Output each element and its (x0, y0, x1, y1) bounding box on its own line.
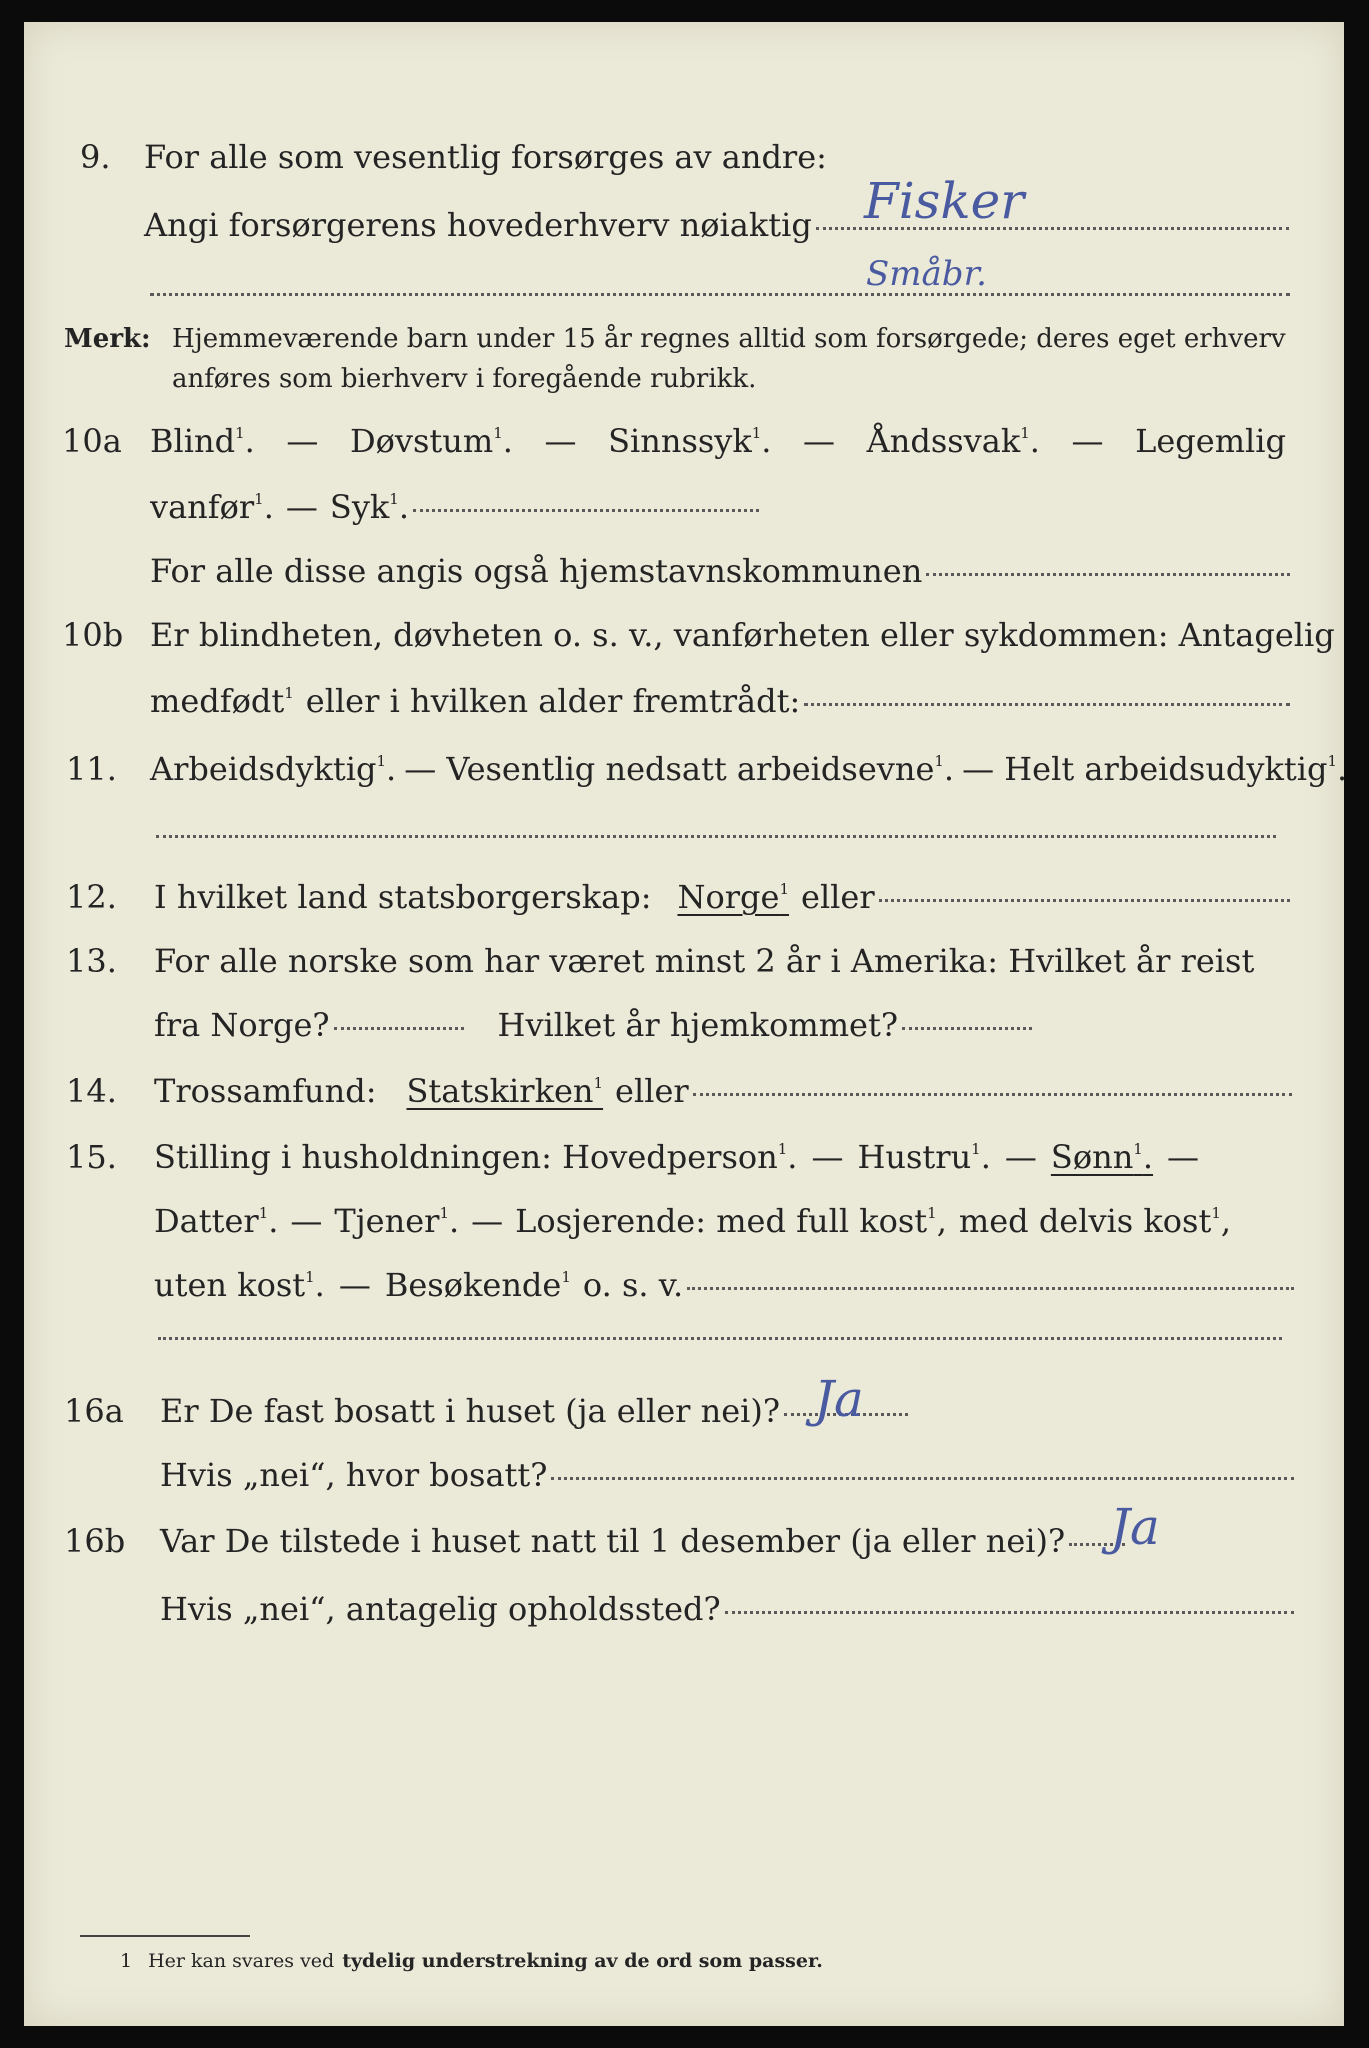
q10b-line1 (150, 616, 1344, 654)
q10b-number: 10b (62, 616, 124, 654)
q9-extra-line[interactable] (150, 292, 1290, 296)
q10a-hjemstavn-label: For alle disse angis også hjemstavnskommunen (150, 552, 923, 590)
option-sonn[interactable]: Sønn$^1$. (1050, 1138, 1154, 1176)
q12-eller: eller (801, 878, 875, 916)
option-medfodt[interactable]: medfødt$^1$ (150, 682, 294, 720)
q15-line3: uten kost$^1$. — Besøkende$^1$ o. s. v. (154, 1266, 1294, 1304)
footnote-separator (80, 1934, 250, 1937)
option-nedsatt[interactable]: — Vesentlig nedsatt arbeidsevne$^1$. (404, 750, 955, 788)
q16b-line2 (160, 1590, 1294, 1628)
q16a-line2 (160, 1456, 1294, 1494)
q16b-opholdssted-line[interactable] (725, 1610, 1294, 1614)
q13-hjemkommet-line[interactable] (902, 1026, 1032, 1030)
q16a-handwritten-answer: Ja (814, 1370, 864, 1428)
q12-number: 12. (66, 878, 117, 916)
footnote-mark: 1 (120, 1950, 133, 1972)
q15-extra-line[interactable] (158, 1336, 1282, 1340)
option-vanfor[interactable]: vanfør$^1$. (150, 488, 274, 526)
q10a-hjemstavn-line[interactable] (926, 572, 1290, 576)
merk-line2 (172, 364, 1344, 394)
q14-eller: eller (615, 1072, 689, 1110)
q9-handwritten-answer-2: Småbr. (866, 254, 987, 294)
q9-handwritten-answer: Fisker (864, 172, 1025, 230)
q13-hjemkommet-label: Hvilket år hjemkommet? (497, 1006, 898, 1044)
option-legemlig[interactable]: Legemlig (1135, 422, 1286, 460)
q15-line2: Datter$^1$. — Tjener$^1$. — Losjerende: med full kost$^1$, med delvis kost$^1$, (154, 1202, 1232, 1240)
q9-number: 9. (80, 138, 111, 176)
option-udyktig[interactable]: — Helt arbeidsudyktig$^1$. (962, 750, 1348, 788)
option-sinnssyk[interactable]: Sinnssyk$^1$. (608, 422, 772, 460)
q16b-handwritten-answer: Ja (1110, 1498, 1160, 1556)
q10a-line1: Blind$^1$. — Døvstum$^1$. — Sinnssyk$^1$. — Åndssvak$^1$. — Legemlig (150, 422, 1286, 460)
option-hustru[interactable]: Hustru$^1$. (857, 1138, 991, 1176)
q11-line1 (150, 750, 1348, 788)
footnote-text-b: tydelig understrekning av de ord som passer. (342, 1950, 823, 1972)
option-besokende[interactable]: Besøkende$^1$ (384, 1266, 571, 1304)
option-hovedperson[interactable]: Stilling i husholdningen: Hovedperson$^1$. (154, 1138, 798, 1176)
q10a-line3 (150, 552, 1290, 590)
q16b-number: 16b (64, 1522, 126, 1560)
q15-number: 15. (66, 1138, 117, 1176)
q10a-syk-line[interactable] (413, 508, 759, 512)
option-dovstum[interactable]: Døvstum$^1$. (349, 422, 513, 460)
q12-line (154, 878, 1290, 916)
q14-number: 14. (66, 1072, 117, 1110)
q11-extra-line[interactable] (156, 834, 1276, 838)
q16b-opholdssted-label: Hvis „nei“, antagelig opholdssted? (160, 1590, 721, 1628)
q13-line2 (154, 1006, 1344, 1044)
footnote (120, 1950, 1344, 1972)
option-arbeidsdyktig[interactable]: Arbeidsdyktig$^1$. (150, 750, 397, 788)
q16b-question: Var De tilstede i huset natt til 1 desember (ja eller nei)? (160, 1522, 1066, 1560)
q15-other-line[interactable] (687, 1286, 1294, 1290)
q13-reist-line[interactable] (334, 1026, 464, 1030)
q10b-alder-line[interactable] (804, 702, 1290, 706)
q16a-number: 16a (64, 1392, 124, 1430)
q10b-alder-label: eller i hvilken alder fremtrådt: (305, 682, 801, 720)
option-syk[interactable]: Syk$^1$. (329, 488, 409, 526)
footnote-text-a: Her kan svares ved (148, 1950, 335, 1972)
q16a-line1 (160, 1392, 1344, 1430)
q15-osv: o. s. v. (582, 1266, 684, 1304)
option-norge[interactable]: Norge$^1$ (677, 878, 789, 916)
q14-question: Trossamfund: (154, 1072, 377, 1110)
q12-question: I hvilket land statsborgerskap: (154, 878, 652, 916)
q16b-line1 (160, 1522, 1344, 1560)
q13-line1 (154, 942, 1344, 980)
q14-line (154, 1072, 1292, 1110)
q9-line1 (144, 138, 1344, 176)
merk-label: Merk: (64, 324, 151, 354)
q10b-question: Er blindheten, døvheten o. s. v., vanførheten eller sykdommen: Antagelig (150, 616, 1335, 654)
q16a-bosatt-line[interactable] (551, 1476, 1294, 1480)
q13-reist-label: fra Norge? (154, 1006, 330, 1044)
merk-text-2: anføres som bierhverv i foregående rubrikk. (172, 364, 757, 394)
q16a-bosatt-label: Hvis „nei“, hvor bosatt? (160, 1456, 548, 1494)
option-statskirken[interactable]: Statskirken$^1$ (406, 1072, 604, 1110)
option-delvis-kost[interactable]: med delvis kost$^1$, (958, 1202, 1232, 1240)
option-losjerende-full-kost[interactable]: Losjerende: med full kost$^1$, (515, 1202, 947, 1240)
merk-text-1: Hjemmeværende barn under 15 år regnes alltid som forsørgede; deres eget erhverv (172, 324, 1286, 354)
option-uten-kost[interactable]: uten kost$^1$. (154, 1266, 325, 1304)
q10a-line2: vanfør$^1$. — Syk$^1$. (150, 488, 1344, 526)
q15-line1: Stilling i husholdningen: Hovedperson$^1$. — Hustru$^1$. — Sønn$^1$. — (154, 1138, 1200, 1176)
option-tjener[interactable]: Tjener$^1$. (334, 1202, 460, 1240)
q10a-number: 10a (62, 422, 122, 460)
q11-number: 11. (66, 750, 117, 788)
q16a-question: Er De fast bosatt i huset (ja eller nei)? (160, 1392, 781, 1430)
option-andssvak[interactable]: Åndssvak$^1$. (866, 422, 1040, 460)
option-blind[interactable]: Blind$^1$. (150, 422, 255, 460)
merk-line1 (64, 324, 1294, 354)
q9-question: For alle som vesentlig forsørges av andre: (144, 138, 827, 176)
option-datter[interactable]: Datter$^1$. (154, 1202, 279, 1240)
q9-line2 (144, 206, 1289, 244)
q10b-line2 (150, 682, 1290, 720)
q9-label: Angi forsørgerens hovederhverv nøiaktig (144, 206, 812, 244)
q14-other-line[interactable] (693, 1092, 1292, 1096)
census-form-page (24, 22, 1348, 2026)
q12-other-country-line[interactable] (879, 898, 1290, 902)
q13-question: For alle norske som har været minst 2 år i Amerika: Hvilket år reist (154, 942, 1255, 980)
q13-number: 13. (66, 942, 117, 980)
